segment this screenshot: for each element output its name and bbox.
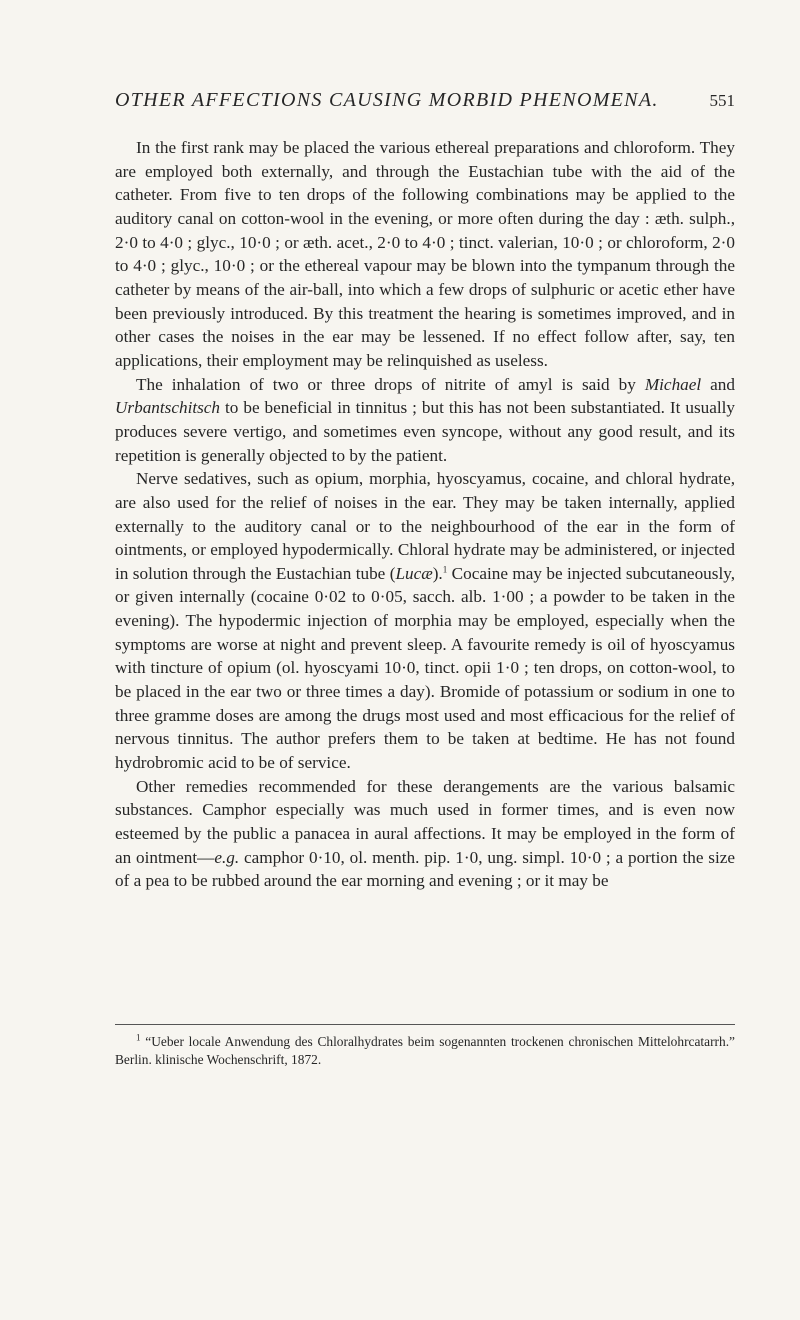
- text-segment: Cocaine may be injected subcutaneously, or given internally (cocaine 0·02 to 0·05, sacch. alb. 1·00 ; a powder to be taken in the evening). The hypodermic injection of morphia may be employed, especially when the symptoms are worse at night and prevent sleep. A favourite remedy is oil of hyoscyamus with tincture of opium (ol. hyoscyami 10·0, tinct. opii 1·0 ; ten drops, on cotton-wool, to be placed in the ear two or three times a day). Bromide of potassium or sodium in one to three gramme doses are among the drugs most used and most efficacious for the relief of nervous tinnitus. The author prefers them to be taken at bedtime. He has not found hydrobromic acid to be of service.: [115, 563, 735, 773]
- paragraph-ethereal-preparations: [115, 136, 735, 373]
- author-name-lucae: Lucæ: [395, 563, 433, 583]
- text-segment: ).: [432, 563, 443, 583]
- page-number: 551: [709, 91, 735, 110]
- paragraph-nitrite-of-amyl: [115, 373, 735, 468]
- text-segment: to be beneficial in tinnitus ; but this has not been substantiated. It usually produces severe vertigo, and sometimes even syncope, without any good result, and its repetition is generally objected to by the patient.: [115, 398, 735, 465]
- text-segment: Other remedies recommended for these derangements are the various balsamic substances. Camphor especially was much used in former times, and is even now esteemed by the public a panacea in aural affections. It may be employed in the form of an ointment—: [115, 776, 735, 867]
- text-segment: camphor 0·10, ol. menth. pip. 1·0, ung. simpl. 10·0 ; a portion the size of a pea to be rubbed around the ear morning and evening ; or it may be: [115, 847, 736, 891]
- author-name-michael: Michael: [644, 374, 702, 394]
- paragraph-nerve-sedatives: [115, 467, 735, 775]
- running-title: OTHER AFFECTIONS CAUSING MORBID PHENOMENA.: [115, 89, 659, 111]
- text-segment: and: [701, 374, 735, 394]
- paragraph-balsamic-remedies: [115, 775, 735, 893]
- footnote: [115, 1033, 735, 1069]
- body-text: [115, 136, 735, 893]
- running-head: [115, 89, 735, 119]
- text-segment: The inhalation of two or three drops of nitrite of amyl is said by: [136, 374, 645, 394]
- footnote-paragraph: [115, 1033, 735, 1069]
- footnote-reference: 1: [442, 564, 448, 575]
- italic-abbreviation: e.g.: [214, 847, 240, 867]
- footnote-text: “Ueber locale Anwendung des Chloralhydrates beim sogenannten trockenen chronischen Mittelohrcatarrh.” Berlin. klinische Wochenschrift, 1872.: [115, 1034, 735, 1067]
- text-segment: Nerve sedatives, such as opium, morphia, hyoscyamus, cocaine, and chloral hydrate, are also used for the relief of noises in the ear. They may be taken internally, applied externally to the auditory canal or to the neighbourhood of the ear in the form of ointments, or employed hypodermically. Chloral hydrate may be administered, or injected in solution through the Eustachian tube (: [115, 469, 735, 583]
- footnote-marker: 1: [136, 1032, 141, 1043]
- author-name-urbantschitsch: Urbantschitsch: [115, 398, 221, 418]
- text-segment: In the first rank may be placed the various ethereal preparations and chloroform. They are employed both externally, and through the Eustachian tube with the aid of the catheter. From five to ten drops of the following combinations may be applied to the auditory canal on cotton-wool in the evening, or more often during the day : æth. sulph., 2·0 to 4·0 ; glyc., 10·0 ; or æth. acet., 2·0 to 4·0 ; tinct. valerian, 10·0 ; or chloroform, 2·0 to 4·0 ; glyc., 10·0 ; or the ethereal vapour may be blown into the tympanum through the catheter by means of the air-ball, into which a few drops of sulphuric or acetic ether have been previously introduced. By this treatment the hearing is sometimes improved, and in other cases the noises in the ear may be lessened. If no effect follow after, say, ten applications, their employment may be relinquished as useless.: [115, 138, 735, 370]
- footnote-divider: [115, 1024, 735, 1025]
